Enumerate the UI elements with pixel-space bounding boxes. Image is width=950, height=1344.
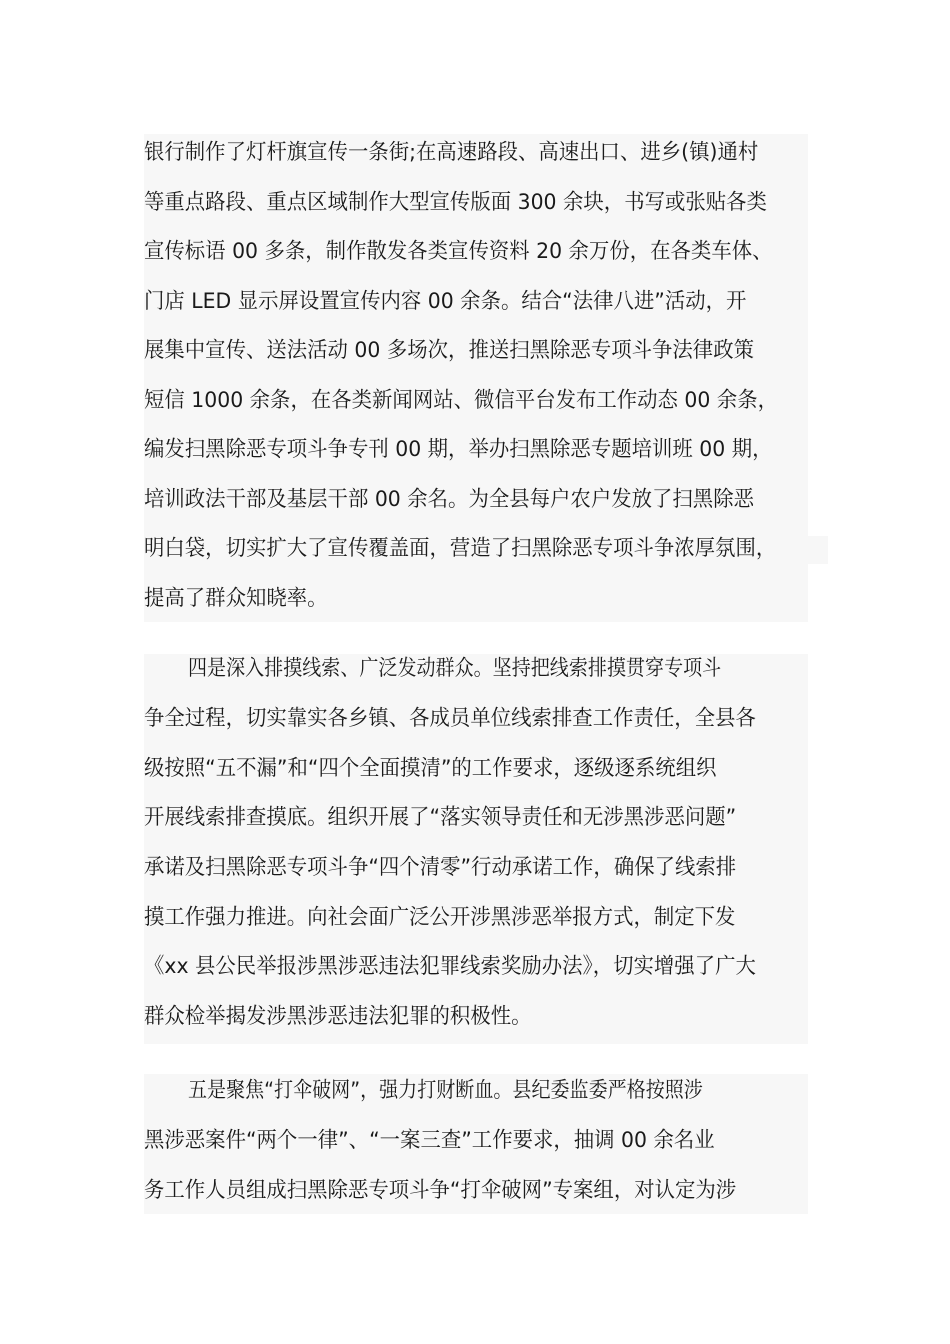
text-line: 争全过程，切实靠实各乡镇、各成员单位线索排查工作责任，全县各 bbox=[144, 706, 756, 731]
text-line: 四是深入排摸线索、广泛发动群众。坚持把线索排摸贯穿专项斗 bbox=[188, 656, 722, 681]
text-line: 门店 LED 显示屏设置宣传内容 00 余条。结合“法律八进”活动，开 bbox=[144, 289, 747, 314]
paragraph-1 bbox=[144, 134, 808, 622]
text-line: 务工作人员组成扫黑除恶专项斗争“打伞破网”专案组，对认定为涉 bbox=[144, 1178, 737, 1203]
text-line: 五是聚焦“打伞破网”，强力打财断血。县纪委监委严格按照涉 bbox=[188, 1078, 703, 1103]
text-line: 明白袋，切实扩大了宣传覆盖面，营造了扫黑除恶专项斗争浓厚氛围， bbox=[144, 536, 777, 561]
text-line: 培训政法干部及基层干部 00 余名。为全县每户农户发放了扫黑除恶 bbox=[144, 487, 754, 512]
text-line: 《xx 县公民举报涉黑涉恶违法犯罪线索奖励办法》，切实增强了广大 bbox=[144, 954, 756, 979]
highlight-extension bbox=[808, 536, 828, 564]
text-line: 摸工作强力推进。向社会面广泛公开涉黑涉恶举报方式，制定下发 bbox=[144, 905, 736, 930]
text-line: 级按照“五不漏”和“四个全面摸清”的工作要求，逐级逐系统组织 bbox=[144, 756, 717, 781]
text-line: 承诺及扫黑除恶专项斗争“四个清零”行动承诺工作，确保了线索排 bbox=[144, 855, 737, 880]
text-line: 等重点路段、重点区域制作大型宣传版面 300 余块，书写或张贴各类 bbox=[144, 190, 767, 215]
paragraph-2 bbox=[144, 654, 808, 1044]
text-line: 展集中宣传、送法活动 00 多场次，推送扫黑除恶专项斗争法律政策 bbox=[144, 338, 754, 363]
text-line: 开展线索排查摸底。组织开展了“落实领导责任和无涉黑涉恶问题” bbox=[144, 805, 737, 830]
text-line: 提高了群众知晓率。 bbox=[144, 586, 328, 611]
text-line: 群众检举揭发涉黑涉恶违法犯罪的积极性。 bbox=[144, 1004, 532, 1029]
text-line: 银行制作了灯杆旗宣传一条街;在高速路段、高速出口、进乡(镇)通村 bbox=[144, 140, 759, 165]
text-line: 宣传标语 00 多条，制作散发各类宣传资料 20 余万份，在各类车体、 bbox=[144, 239, 773, 264]
text-line: 短信 1000 余条，在各类新闻网站、微信平台发布工作动态 00 余条， bbox=[144, 388, 779, 413]
paragraph-3 bbox=[144, 1074, 808, 1214]
text-line: 编发扫黑除恶专项斗争专刊 00 期，举办扫黑除恶专题培训班 00 期， bbox=[144, 437, 773, 462]
text-line: 黑涉恶案件“两个一律”、“一案三查”工作要求，抽调 00 余名业 bbox=[144, 1128, 715, 1153]
